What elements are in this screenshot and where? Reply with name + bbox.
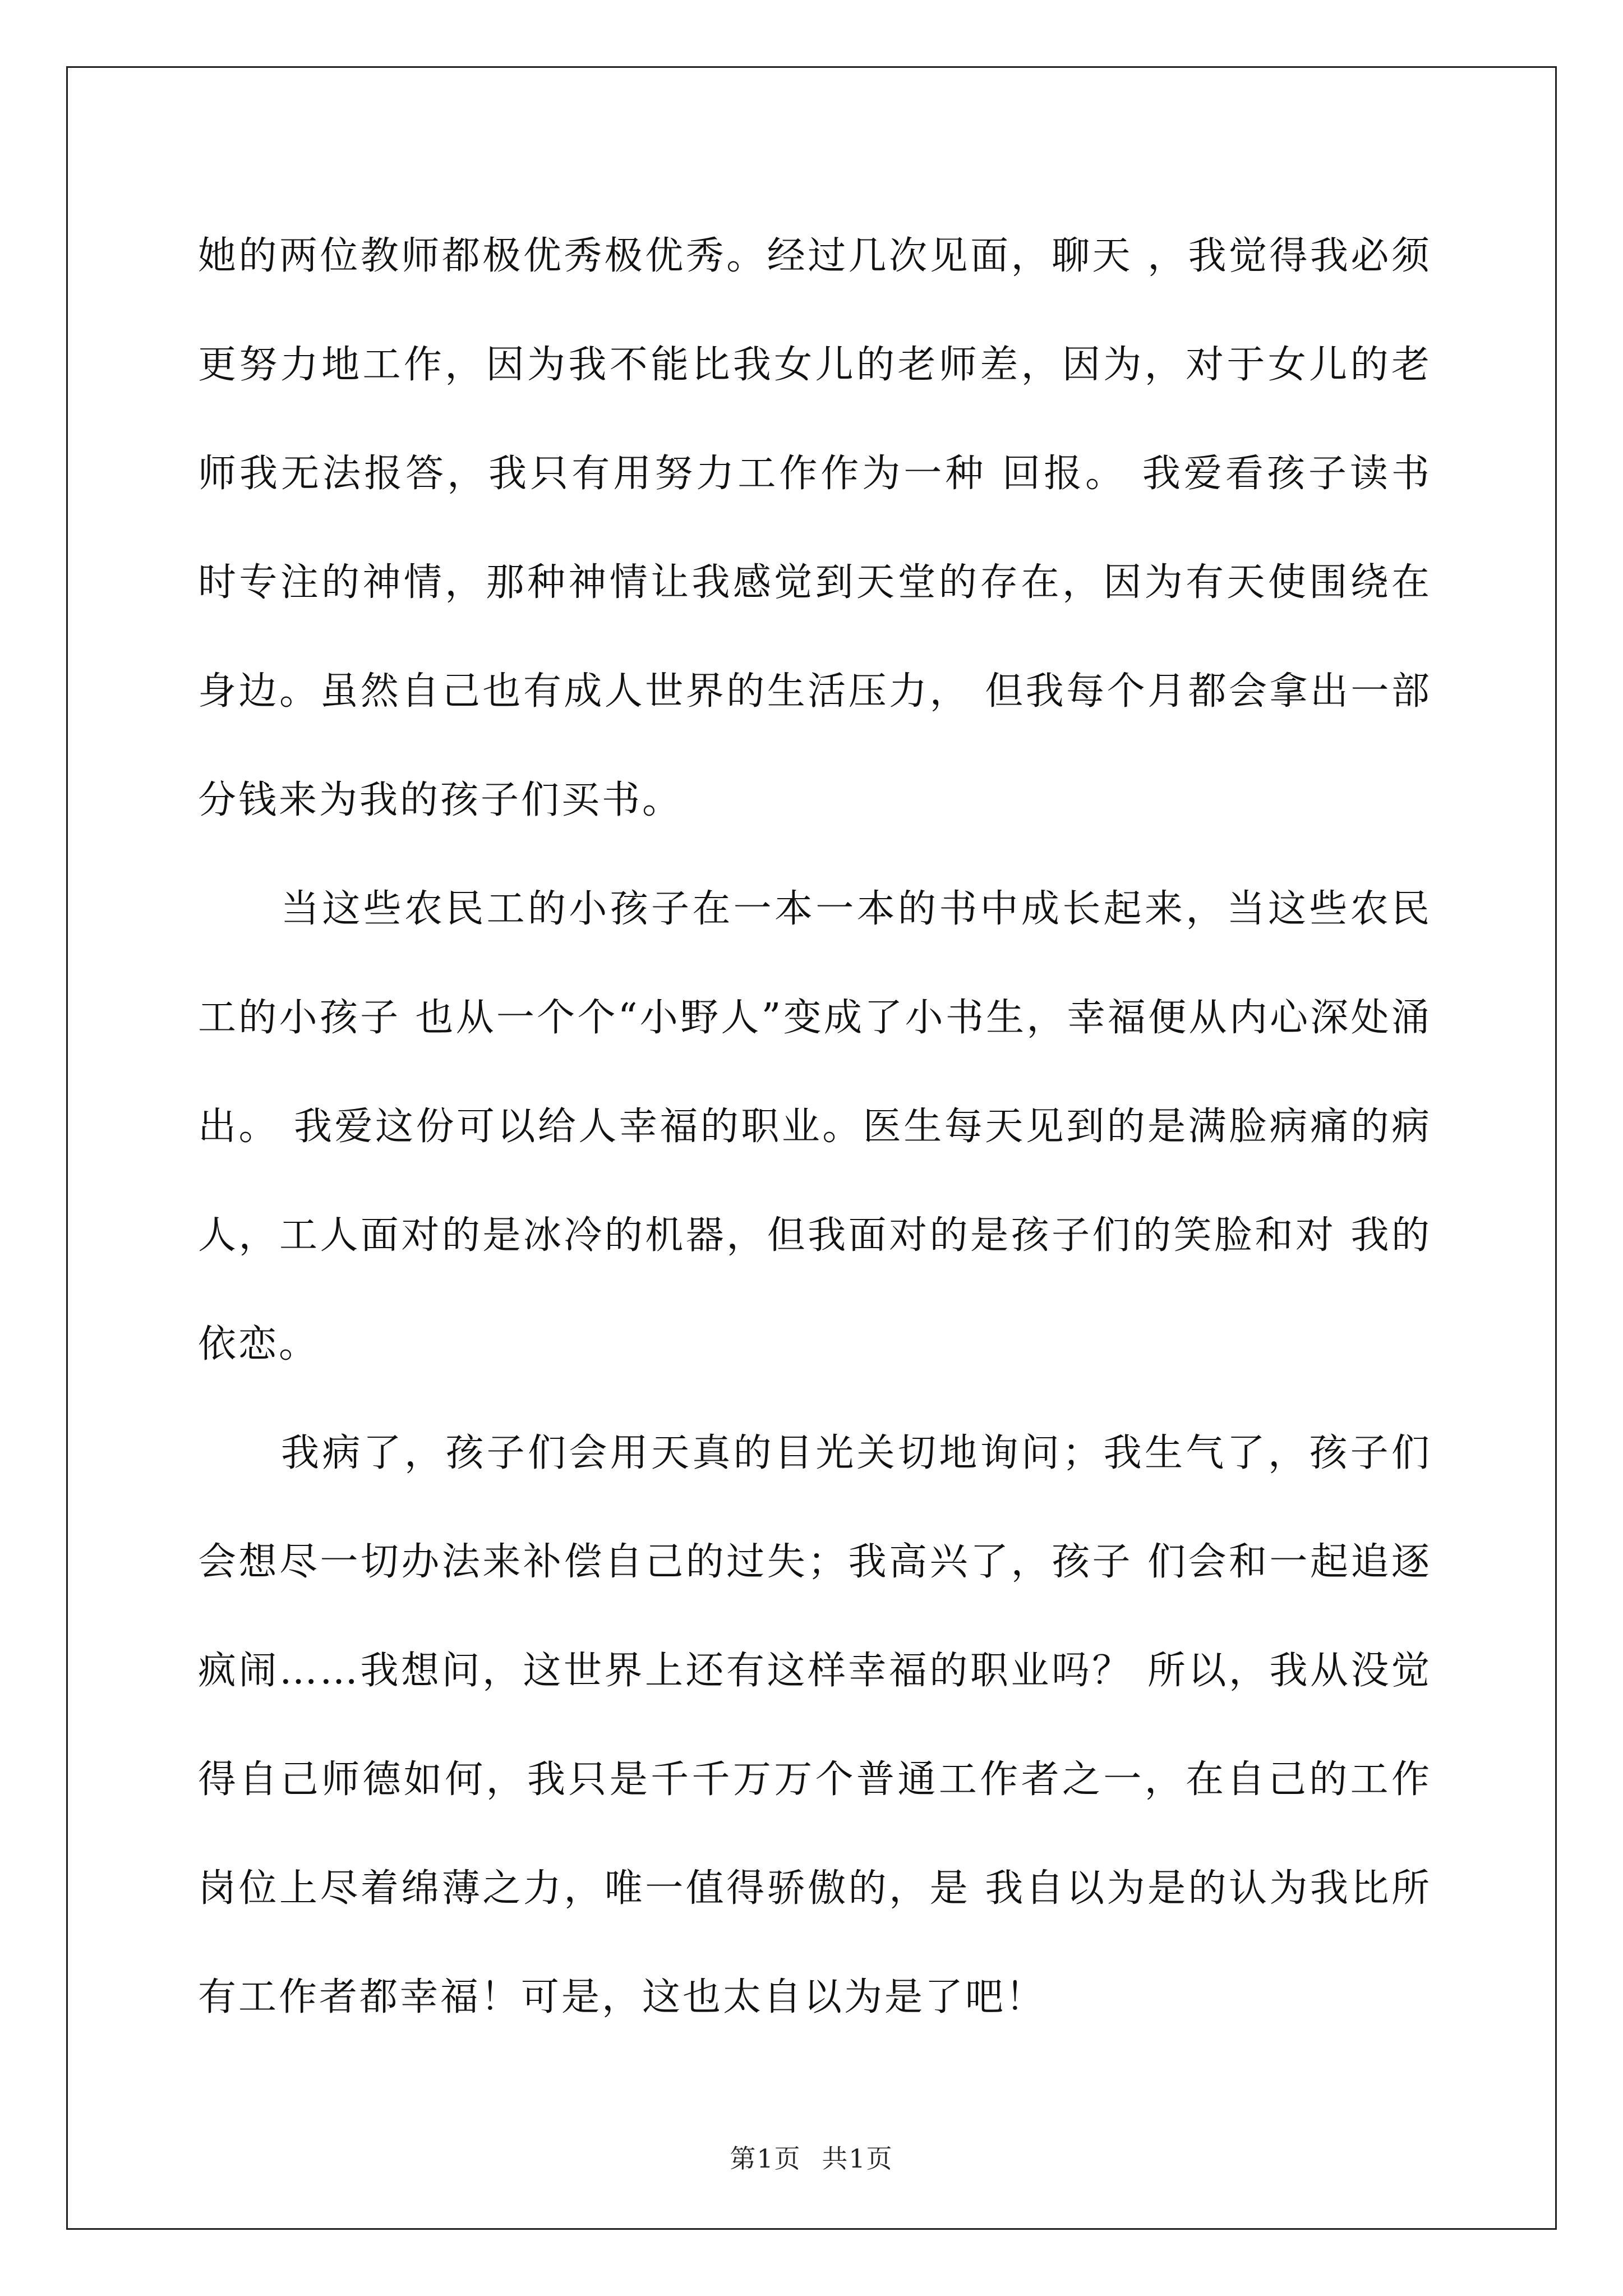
page-footer [0, 2138, 1623, 2175]
page-number-current: 第1页 [730, 2143, 801, 2174]
page-number-total: 共1页 [822, 2143, 893, 2174]
paragraph-1: 她的两位教师都极优秀极优秀。经过几次见面，聊天 ，我觉得我必须更努力地工作，因为我不能比我女儿的老师差，因为，对于女儿的老师我无法报答，我只有用努力工作作为一种 回报。 我爱看孩子读书时专注的神情，那种神情让我感觉到天堂的存在，因为有天使围绕在身边。虽然自己也有成人世界的生活压力， 但我每个月都会拿出一部分钱来为我的孩子们买书。 [198, 234, 1432, 822]
paragraph-3: 我病了，孩子们会用天真的目光关切地询问；我生气了，孩子们会想尽一切办法来补偿自己的过失；我高兴了，孩子 们会和一起追逐疯闹……我想问，这世界上还有这样幸福的职业吗？ 所以，我从没觉得自己师德如何，我只是千千万万个普通工作者之一，在自己的工作岗位上尽着绵薄之力，唯一值得骄傲的，是 我自以为是的认为我比所有工作者都幸福！可是，这也太自以为是了吧！ [198, 1431, 1432, 2019]
paragraph-2: 当这些农民工的小孩子在一本一本的书中成长起来，当这些农民工的小孩子 也从一个个“小野人”变成了小书生，幸福便从内心深处涌出。 我爱这份可以给人幸福的职业。医生每天见到的是满脸病痛的病人，工人面对的是冰冷的机器，但我面对的是孩子们的笑脸和对 我的依恋。 [198, 887, 1432, 1366]
document-body [198, 202, 1432, 2052]
